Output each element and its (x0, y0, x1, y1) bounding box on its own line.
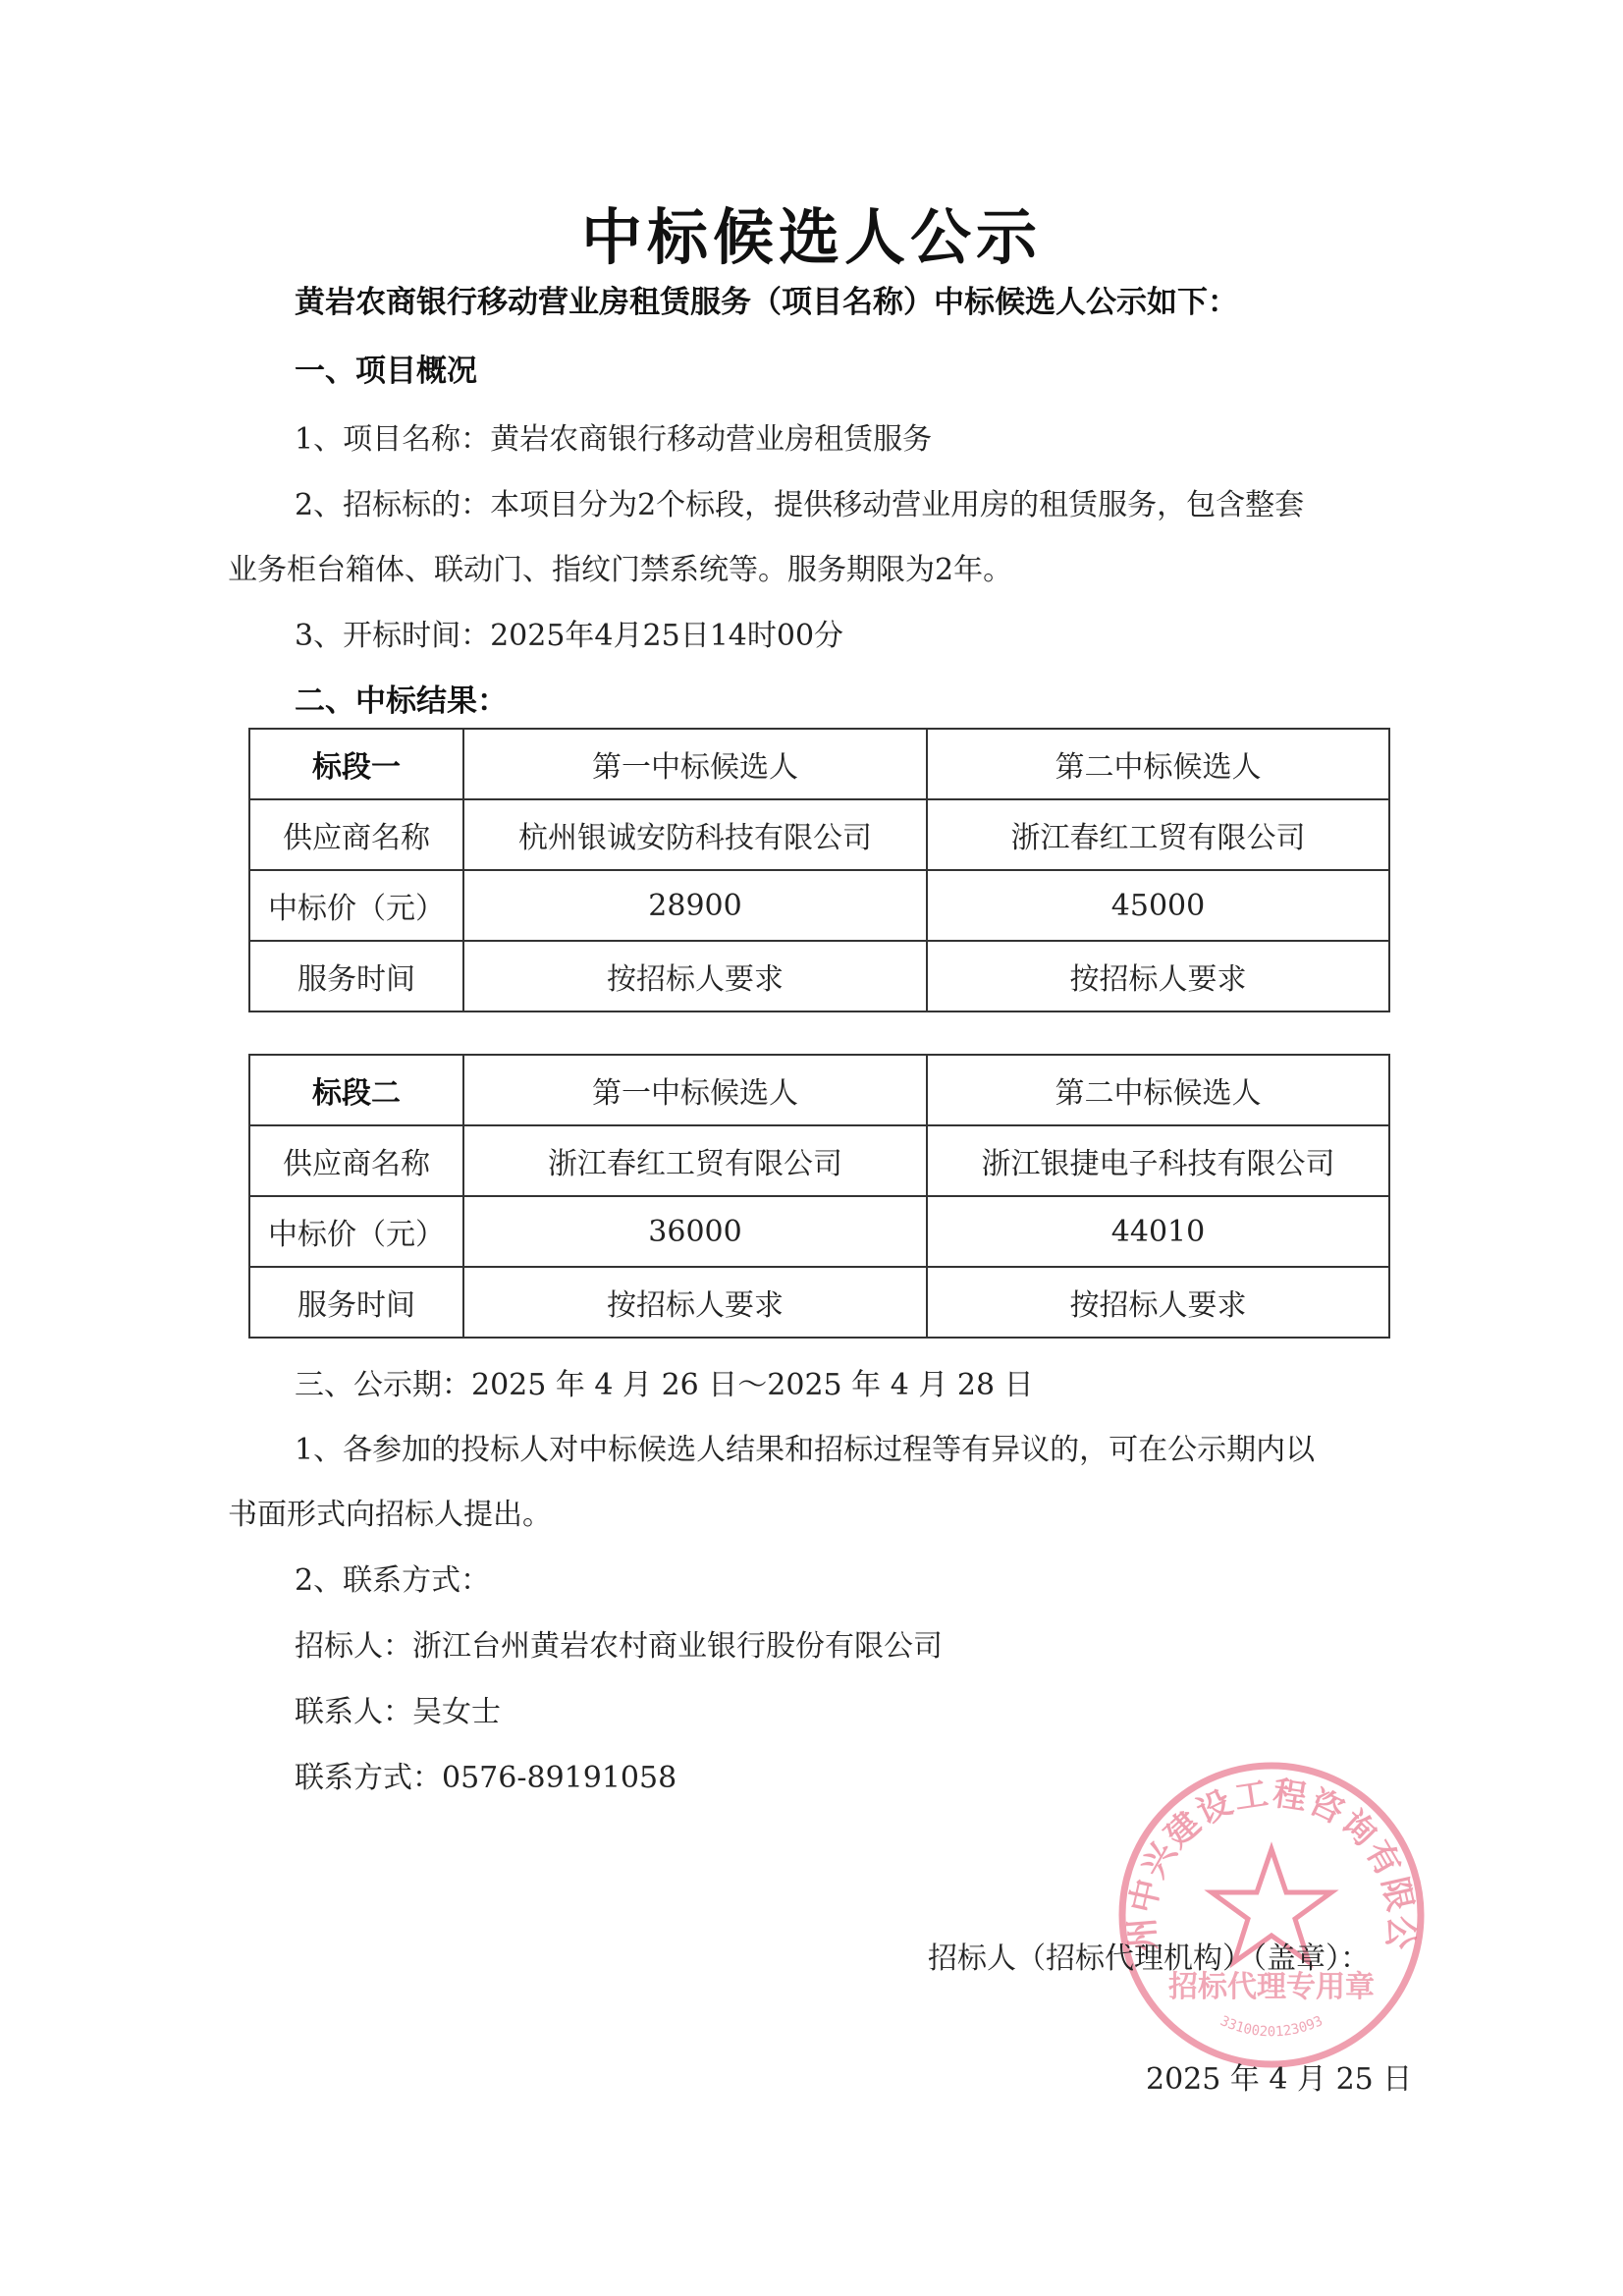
first-candidate-header: 第一中标候选人 (463, 1055, 927, 1125)
first-candidate-header: 第一中标候选人 (463, 729, 927, 799)
table-row (249, 1196, 1389, 1267)
lot2-label: 标段二 (249, 1055, 463, 1125)
section2-heading: 二、中标结果： (295, 683, 508, 719)
table-cell: 按招标人要求 (927, 1267, 1389, 1338)
table-cell: 按招标人要求 (463, 941, 927, 1011)
row-label: 服务时间 (249, 1267, 463, 1338)
svg-text:台州中兴建设工程咨询有限公司 (1109, 1753, 1421, 1952)
table-cell: 杭州银诚安防科技有限公司 (463, 799, 927, 870)
table-cell: 44010 (927, 1196, 1389, 1267)
table-cell: 45000 (927, 870, 1389, 941)
row-label: 中标价（元） (249, 870, 463, 941)
row-label: 供应商名称 (249, 799, 463, 870)
svg-text:3310020123093 (1217, 2013, 1325, 2040)
signature-date: 2025 年 4 月 25 日 (1146, 2062, 1413, 2097)
tenderer-name: 招标人：浙江台州黄岩农村商业银行股份有限公司 (295, 1629, 943, 1664)
lot1-result-table (248, 728, 1390, 1012)
table-row (249, 870, 1389, 941)
bid-opening-time-item: 3、开标时间：2025年4月25日14时00分 (295, 619, 844, 653)
table-cell: 按招标人要求 (927, 941, 1389, 1011)
table-cell: 按招标人要求 (463, 1267, 927, 1338)
lot1-label: 标段一 (249, 729, 463, 799)
row-label: 供应商名称 (249, 1125, 463, 1196)
seal-graphic (1109, 1753, 1434, 2077)
official-seal (1109, 1753, 1434, 2077)
seal-center-text: 招标代理专用章 (1168, 1970, 1375, 2004)
table-row (249, 941, 1389, 1011)
table-row (249, 799, 1389, 870)
section1-heading: 一、项目概况 (295, 354, 477, 389)
row-label: 服务时间 (249, 941, 463, 1011)
table-header-row (249, 729, 1389, 799)
row-label: 中标价（元） (249, 1196, 463, 1267)
signature-label: 招标人（招标代理机构）（盖章）： (928, 1941, 1370, 1976)
tender-subject-continued: 业务柜台箱体、联动门、指纹门禁系统等。服务期限为2年。 (228, 553, 1013, 587)
table-cell: 浙江春红工贸有限公司 (463, 1125, 927, 1196)
table-row (249, 1125, 1389, 1196)
intro-text: 黄岩农商银行移动营业房租赁服务（项目名称）中标候选人公示如下： (295, 285, 1238, 320)
table-cell: 浙江银捷电子科技有限公司 (927, 1125, 1389, 1196)
objection-item: 1、各参加的投标人对中标候选人结果和招标过程等有异议的，可在公示期内以 (295, 1433, 1316, 1467)
objection-item-continued: 书面形式向招标人提出。 (228, 1498, 552, 1532)
table-row (249, 1267, 1389, 1338)
tender-subject-item: 2、招标标的：本项目分为2个标段，提供移动营业用房的租赁服务，包含整套 (295, 488, 1305, 522)
contact-phone: 联系方式：0576-89191058 (295, 1761, 677, 1795)
contact-person: 联系人：吴女士 (295, 1695, 501, 1729)
second-candidate-header: 第二中标候选人 (927, 1055, 1389, 1125)
page-title: 中标候选人公示 (580, 201, 1042, 273)
contact-method-heading: 2、联系方式： (295, 1563, 491, 1598)
second-candidate-header: 第二中标候选人 (927, 729, 1389, 799)
seal-arc-text: 州中兴建设工程咨询有限公 (1122, 1774, 1421, 1953)
table-cell: 36000 (463, 1196, 927, 1267)
project-name-item: 1、项目名称：黄岩农商银行移动营业房租赁服务 (295, 422, 933, 457)
lot2-result-table (248, 1054, 1390, 1339)
publicity-period: 三、公示期：2025 年 4 月 26 日～2025 年 4 月 28 日 (295, 1368, 1034, 1402)
table-header-row (249, 1055, 1389, 1125)
seal-number: 3310020123093 (1217, 2013, 1325, 2041)
table-cell: 浙江春红工贸有限公司 (927, 799, 1389, 870)
table-cell: 28900 (463, 870, 927, 941)
